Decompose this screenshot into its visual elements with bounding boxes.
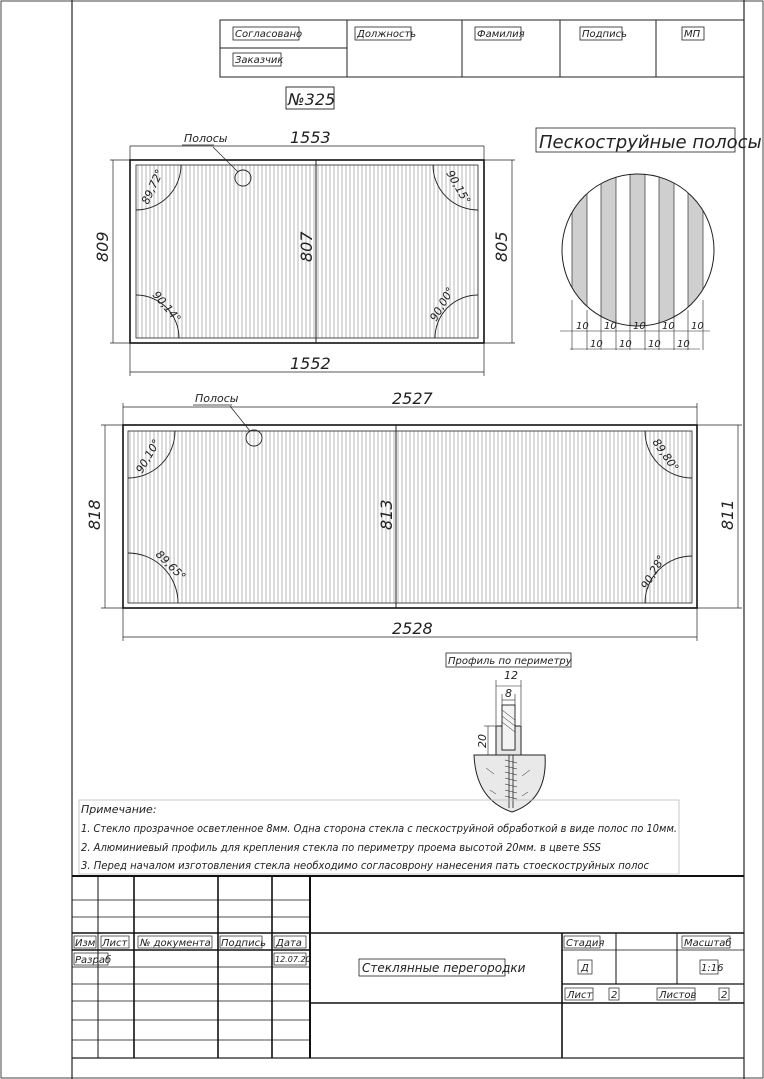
stripe-dim-bottom-3: 10 [648,339,661,350]
tb-developed: Разраб [75,955,112,966]
panel2-left-height: 818 [85,499,104,530]
tb-stage-value: Д [581,963,589,974]
approval-agreed-label: Согласовано [235,29,303,40]
notes-line-3: 3. Перед началом изготовления стекла необходимо согласоврону нанесения пать стоескоструйных полос [81,859,649,872]
panel-2 [123,406,697,608]
tb-scale-label: Масштаб [684,938,732,949]
tb-sheet-label: Лист [567,990,593,1001]
profile-dim-height: 20 [476,734,489,748]
panel2-stripes-label: Полосы [195,392,239,405]
profile-dim-outer: 12 [504,669,518,682]
tb-list: Лист [102,938,128,949]
profile-title: Профиль по периметру [448,656,572,667]
tb-sheet-value: 2 [611,990,618,1001]
panel1-stripes-label: Полосы [184,132,228,145]
approval-signature-label: Подпись [582,29,627,40]
tb-date: Дата [276,938,302,949]
panel1-angle-tr: 90,15° [443,168,474,207]
panel2-angle-br: 90,28° [638,552,669,592]
profile-dim-inner: 8 [505,687,512,700]
stripe-dim-bottom-4: 10 [677,339,690,350]
tb-sheets-value: 2 [721,990,728,1001]
stripe-dim-top-5: 10 [691,321,704,332]
panel2-angle-tr: 89,80° [649,436,682,475]
panel1-left-height: 809 [93,231,112,262]
panel2-right-height: 811 [718,499,737,530]
panel2-top-width: 2527 [392,389,433,408]
notes-heading: Примечание: [81,803,157,816]
panel1-angle-bl: 90,14° [149,288,184,326]
panel1-angle-tl: 89,72° [138,167,167,207]
tb-title: Стеклянные перегородки [362,961,526,975]
panel1-top-width: 1553 [290,128,331,147]
tb-sheets-label: Листов [659,990,697,1001]
tb-date-value: 12.07.20 [275,955,311,964]
panel1-center-height: 807 [297,231,316,262]
stripe-dim-top-1: 10 [576,321,589,332]
approval-surname-label: Фамилия [477,29,525,40]
tb-doc-no: № документа [140,938,211,949]
panel2-bottom-width: 2528 [392,619,433,638]
panel1-right-height: 805 [492,231,511,262]
panel2-angle-tl: 90,10° [133,436,164,476]
stripe-dim-top-2: 10 [604,321,617,332]
approval-stamp-label: МП [684,29,701,40]
stripe-dim-top-4: 10 [662,321,675,332]
panel1-angle-br: 90,00° [427,284,458,324]
notes-line-2: 2. Алюминиевый профиль для крепления стекла по периметру проема высотой 20мм. в цвете SSS [81,841,602,854]
panel1-bottom-width: 1552 [290,354,331,373]
tb-signature: Подпись [221,938,266,949]
stripe-dim-top-3: 10 [633,321,646,332]
order-number: №325 [288,90,336,109]
approval-position-label: Должность [357,29,417,40]
stripes-detail-title: Пескоструйные полосы [539,132,762,153]
tb-izm: Изм [75,938,96,949]
tb-stage-label: Стадия [566,938,605,949]
panel2-center-height: 813 [377,499,396,530]
stripe-dim-bottom-2: 10 [619,339,632,350]
stripe-dim-bottom-1: 10 [590,339,603,350]
approval-customer-label: Заказчик [235,55,284,66]
panel2-angle-bl: 89,65° [152,547,189,584]
notes-line-1: 1. Стекло прозрачное осветленное 8мм. Одна сторона стекла с пескоструйной обработкой в виде полос по 10мм. [81,822,677,835]
tb-scale-value: 1:16 [701,963,724,974]
